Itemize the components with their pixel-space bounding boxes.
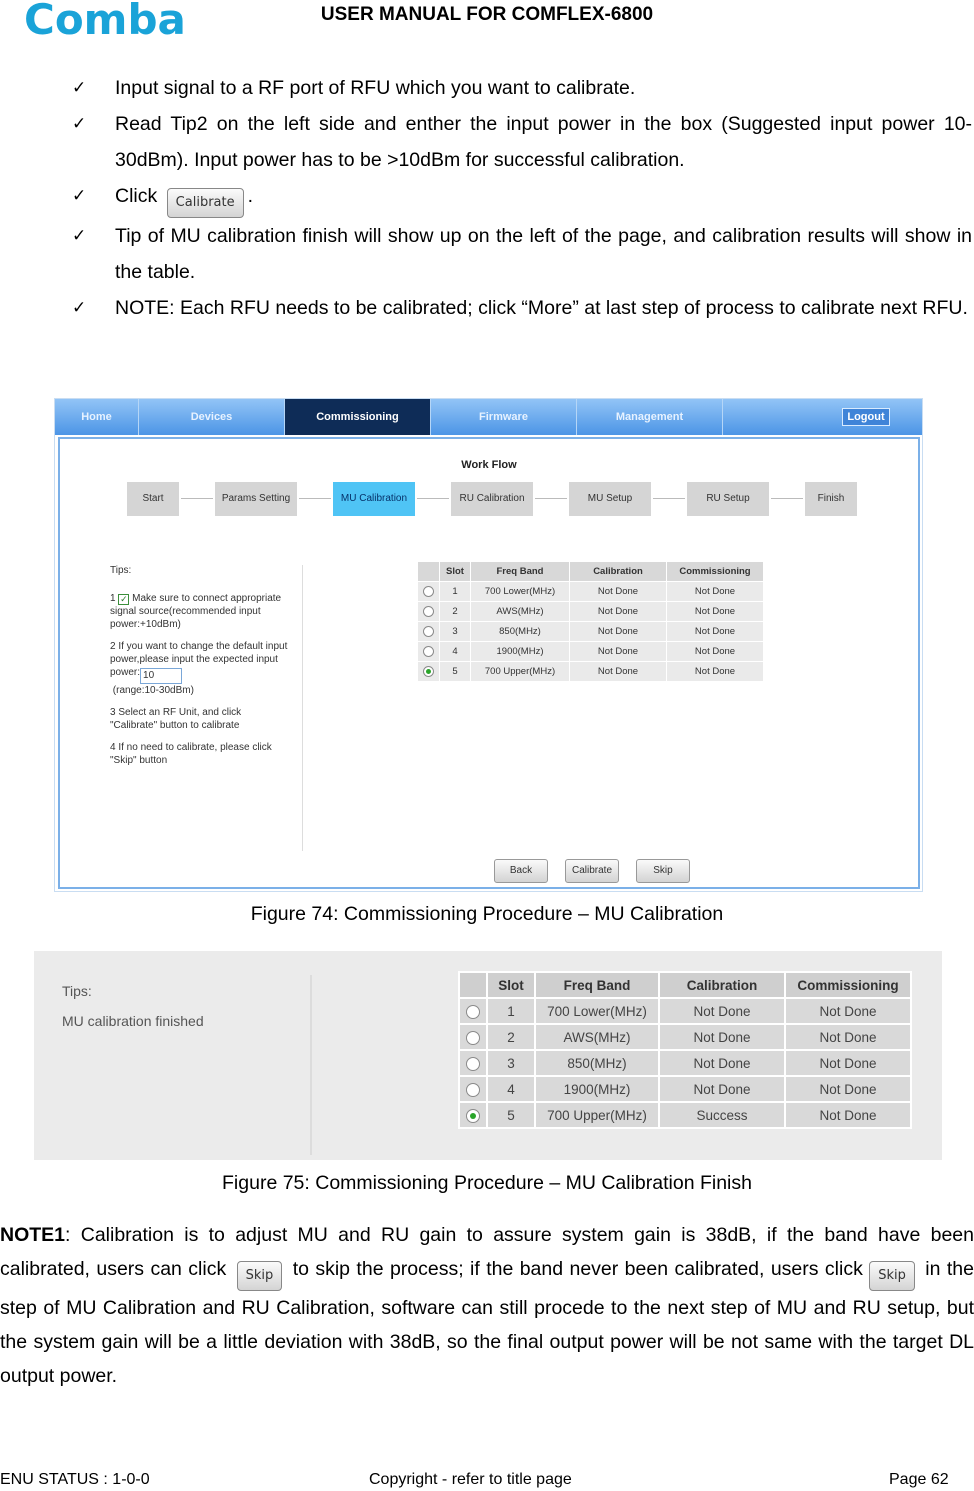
- tip-1: 1 ✓ Make sure to connect appropriate signal source(recommended input power:+10dBm): [110, 593, 282, 630]
- step-finish[interactable]: Finish: [805, 482, 857, 516]
- note-paragraph: NOTE1: Calibration is to adjust MU and RU gain to assure system gain is 38dB, if the band have been calibrated, users can click Skip to skip the process; if the band never been calibrated, users click Skip in the step of MU Calibration and RU Calibration, software can still procede to the next step of MU and RU setup, but the system gain will be a little deviation with 38dB, so the final output power will be not same with the target DL output power.: [0, 1224, 974, 1387]
- tips-message: MU calibration finished: [62, 1013, 204, 1029]
- back-button[interactable]: Back: [494, 859, 548, 883]
- table-row[interactable]: 4 1900(MHz) Not Done Not Done: [418, 642, 764, 662]
- tips-panel: [62, 976, 204, 1036]
- row-radio[interactable]: [423, 626, 434, 637]
- rfu-table: [417, 561, 764, 682]
- row-radio[interactable]: [423, 606, 434, 617]
- column-header: Commissioning: [785, 972, 911, 998]
- checkmark-icon: ✓: [72, 186, 87, 206]
- step-arrow: [299, 498, 331, 499]
- table-row[interactable]: 2 AWS(MHz) Not Done Not Done: [418, 602, 764, 622]
- svg-text:Comba: Comba: [24, 0, 186, 40]
- row-radio-selected[interactable]: [423, 666, 434, 677]
- step-params-setting[interactable]: Params Setting: [215, 482, 297, 516]
- list-item: ✓ Input signal to a RF port of RFU which you want to calibrate.: [0, 70, 974, 106]
- column-header: Slot: [487, 972, 535, 998]
- document-title: USER MANUAL FOR COMFLEX-6800: [320, 4, 654, 25]
- checkmark-icon: ✓: [72, 114, 87, 134]
- row-radio-selected[interactable]: [466, 1109, 480, 1123]
- column-header: Commissioning: [667, 562, 764, 582]
- tab-home[interactable]: Home: [55, 399, 139, 435]
- list-item: ✓ Click Calibrate .: [0, 178, 974, 218]
- top-navigation: [55, 399, 922, 435]
- confirm-checkbox[interactable]: ✓: [120, 594, 128, 604]
- logout-button[interactable]: Logout: [842, 408, 890, 426]
- tab-firmware[interactable]: Firmware: [431, 399, 577, 435]
- table-header-row: [418, 562, 764, 582]
- tips-title: Tips:: [62, 983, 92, 999]
- skip-button[interactable]: Skip: [636, 859, 690, 883]
- step-arrow: [535, 498, 567, 499]
- rfu-table: [458, 971, 912, 1129]
- table-header-row: [459, 972, 911, 998]
- step-start[interactable]: Start: [127, 482, 179, 516]
- row-radio[interactable]: [466, 1005, 480, 1019]
- list-item: ✓ Read Tip2 on the left side and enther the input power in the box (Suggested input power 10-30dBm). Input power has to be >10dBm for successful calibration.: [0, 106, 974, 178]
- footer-page-number: Page 62: [889, 1471, 949, 1488]
- step-ru-setup[interactable]: RU Setup: [687, 482, 769, 516]
- checkmark-icon: ✓: [72, 78, 87, 98]
- row-radio[interactable]: [423, 646, 434, 657]
- tip-2: 2 If you want to change the default input power,please input the expected input power: 10 (range:10-30dBm): [110, 641, 288, 696]
- table-row[interactable]: 4 1900(MHz) Not Done Not Done: [459, 1076, 911, 1102]
- row-radio[interactable]: [466, 1083, 480, 1097]
- calibrate-button[interactable]: Calibrate: [565, 859, 619, 883]
- tip-4: 4 If no need to calibrate, please click "Skip" button: [110, 742, 272, 766]
- footer-copyright: Copyright - refer to title page: [369, 1471, 572, 1488]
- figure-mu-calibration-finish: [34, 951, 942, 1160]
- table-row[interactable]: 3 850(MHz) Not Done Not Done: [418, 622, 764, 642]
- step-arrow: [181, 498, 213, 499]
- calibrate-button-image: Calibrate: [167, 188, 244, 218]
- instruction-list: [0, 70, 974, 326]
- step-arrow: [653, 498, 685, 499]
- column-header: Calibration: [659, 972, 785, 998]
- tab-management[interactable]: Management: [577, 399, 723, 435]
- tab-devices[interactable]: Devices: [139, 399, 285, 435]
- table-row[interactable]: 1 700 Lower(MHz) Not Done Not Done: [459, 998, 911, 1024]
- checkmark-icon: ✓: [72, 298, 87, 318]
- step-ru-calibration[interactable]: RU Calibration: [451, 482, 533, 516]
- input-power-field[interactable]: 10: [140, 668, 182, 684]
- table-row[interactable]: 5 700 Upper(MHz) Success Not Done: [459, 1102, 911, 1128]
- step-mu-setup[interactable]: MU Setup: [569, 482, 651, 516]
- table-row[interactable]: 1 700 Lower(MHz) Not Done Not Done: [418, 582, 764, 602]
- tips-panel: [110, 564, 290, 776]
- tip-3: 3 Select an RF Unit, and click "Calibrate" button to calibrate: [110, 707, 242, 731]
- column-header: Slot: [440, 562, 471, 582]
- footer-status: ENU STATUS : 1-0-0: [0, 1471, 150, 1488]
- figure-caption: Figure 74: Commissioning Procedure – MU Calibration: [250, 903, 724, 925]
- divider: [302, 565, 303, 851]
- row-radio[interactable]: [466, 1031, 480, 1045]
- note-label: NOTE1: [0, 1224, 66, 1246]
- step-arrow: [771, 498, 803, 499]
- row-radio[interactable]: [466, 1057, 480, 1071]
- commissioning-panel: [58, 437, 920, 889]
- step-arrow: [417, 498, 449, 499]
- list-item: ✓ Tip of MU calibration finish will show up on the left of the page, and calibration results will show in the table.: [0, 218, 974, 290]
- tab-commissioning[interactable]: Commissioning: [285, 399, 431, 435]
- workflow-title: Work Flow: [461, 459, 517, 471]
- table-row[interactable]: 2 AWS(MHz) Not Done Not Done: [459, 1024, 911, 1050]
- step-mu-calibration[interactable]: MU Calibration: [333, 482, 415, 516]
- column-header: Freq Band: [471, 562, 570, 582]
- table-row[interactable]: 5 700 Upper(MHz) Not Done Not Done: [418, 662, 764, 682]
- list-item: ✓ NOTE: Each RFU needs to be calibrated; click “More” at last step of process to calibrate next RFU.: [0, 290, 974, 326]
- figure-mu-calibration: [54, 398, 923, 892]
- skip-button-image: Skip: [237, 1261, 283, 1291]
- figure-caption: Figure 75: Commissioning Procedure – MU Calibration Finish: [222, 1172, 752, 1194]
- tips-title: Tips:: [110, 565, 132, 576]
- checkmark-icon: ✓: [72, 226, 87, 246]
- column-header: Freq Band: [535, 972, 659, 998]
- table-row[interactable]: 3 850(MHz) Not Done Not Done: [459, 1050, 911, 1076]
- column-header: Calibration: [570, 562, 667, 582]
- skip-button-image: Skip: [869, 1261, 915, 1291]
- divider: [310, 975, 312, 1155]
- row-radio[interactable]: [423, 586, 434, 597]
